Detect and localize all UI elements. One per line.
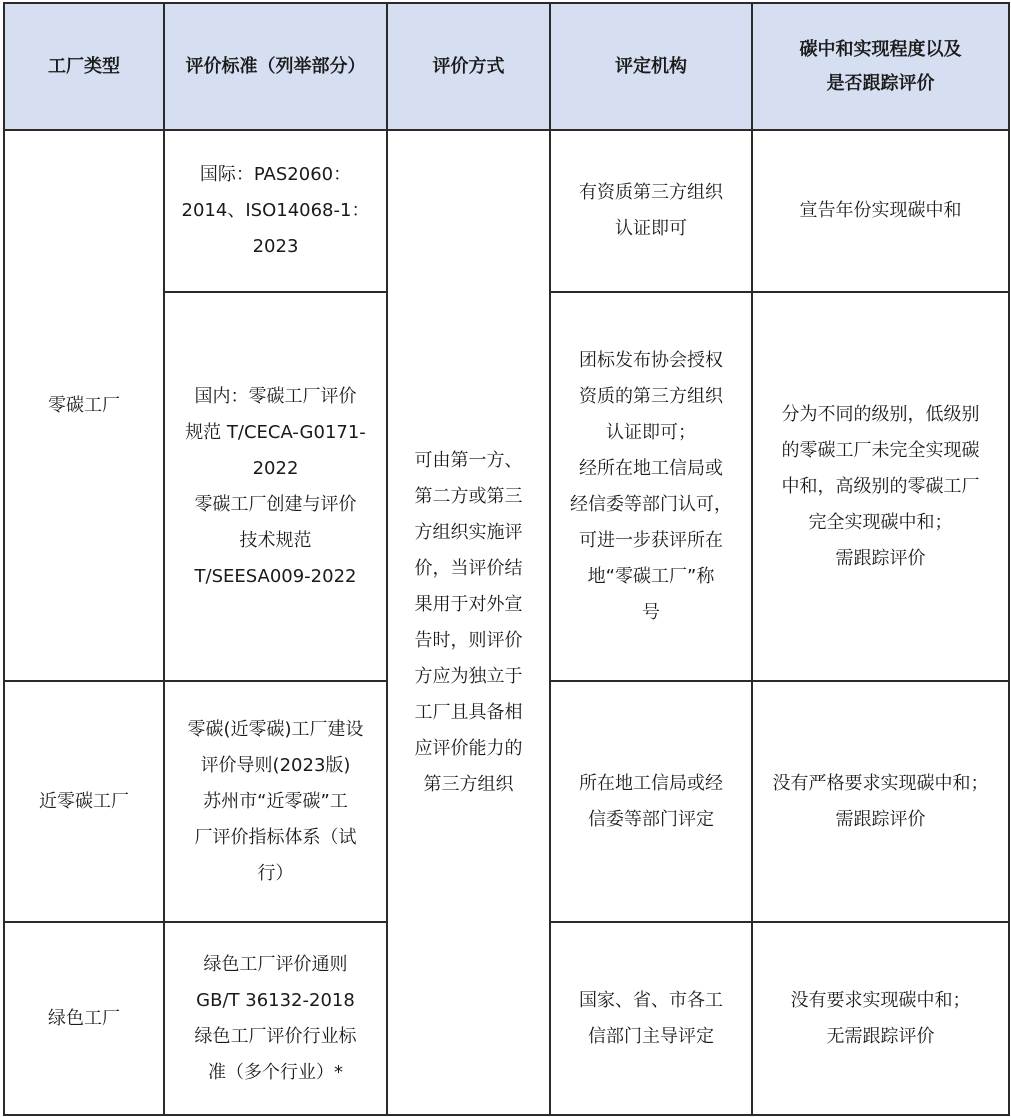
header-factory-type: 工厂类型 [4, 3, 164, 130]
factory-type-near-zero: 近零碳工厂 [4, 681, 164, 922]
level-near-zero: 没有严格要求实现碳中和； 需跟踪评价 [752, 681, 1009, 922]
level-domestic: 分为不同的级别，低级别 的零碳工厂未完全实现碳 中和，高级别的零碳工厂 完全实现碳中和； 需跟踪评价 [752, 292, 1009, 681]
standard-green: 绿色工厂评价通则 GB/T 36132-2018 绿色工厂评价行业标 准（多个行业）* [164, 922, 387, 1115]
agency-domestic: 团标发布协会授权 资质的第三方组织 认证即可； 经所在地工信局或 经信委等部门认可， 可进一步获评所在 地“零碳工厂”称 号 [550, 292, 752, 681]
header-agency: 评定机构 [550, 3, 752, 130]
standard-domestic: 国内：零碳工厂评价 规范 T/CECA-G0171- 2022 零碳工厂创建与评价 技术规范 T/SEESA009-2022 [164, 292, 387, 681]
agency-international: 有资质第三方组织 认证即可 [550, 130, 752, 292]
header-standard: 评价标准（列举部分） [164, 3, 387, 130]
header-row [4, 3, 1009, 130]
agency-near-zero: 所在地工信局或经 信委等部门评定 [550, 681, 752, 922]
agency-green: 国家、省、市各工 信部门主导评定 [550, 922, 752, 1115]
factory-type-green: 绿色工厂 [4, 922, 164, 1115]
level-international: 宣告年份实现碳中和 [752, 130, 1009, 292]
header-level: 碳中和实现程度以及 是否跟踪评价 [752, 3, 1009, 130]
standard-near-zero: 零碳(近零碳)工厂建设 评价导则(2023版) 苏州市“近零碳”工 厂评价指标体系（试 行） [164, 681, 387, 922]
level-green: 没有要求实现碳中和； 无需跟踪评价 [752, 922, 1009, 1115]
factory-type-zero: 零碳工厂 [4, 130, 164, 681]
table-row [4, 130, 1009, 292]
factory-evaluation-table [3, 2, 1010, 1116]
standard-international: 国际：PAS2060： 2014、ISO14068-1： 2023 [164, 130, 387, 292]
header-method: 评价方式 [387, 3, 550, 130]
evaluation-method: 可由第一方、 第二方或第三 方组织实施评 价，当评价结 果用于对外宣 告时，则评价 方应为独立于 工厂且具备相 应评价能力的 第三方组织 [387, 130, 550, 1115]
